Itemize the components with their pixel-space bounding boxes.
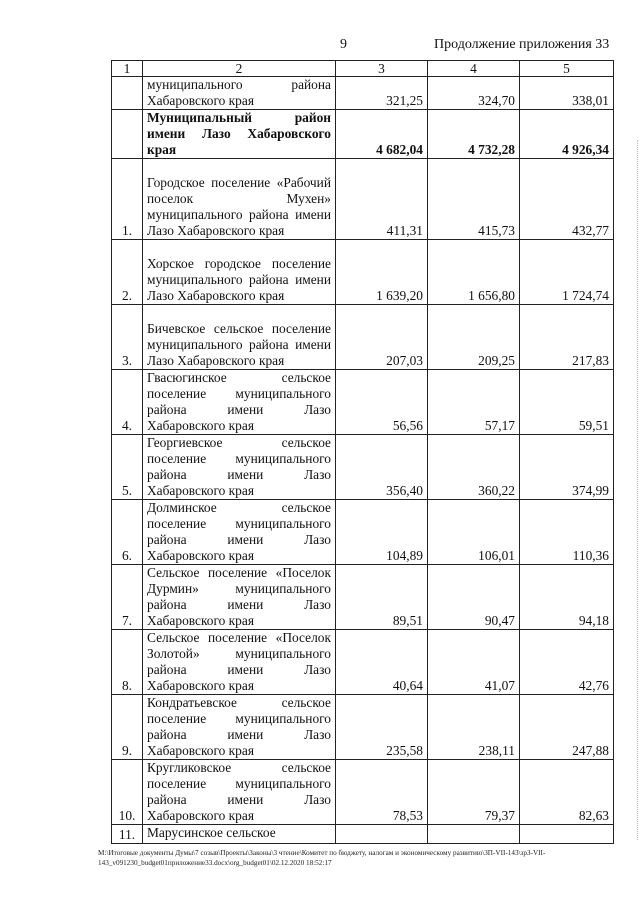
page-number: 9 — [340, 37, 347, 52]
value-col-4: 209,25 — [428, 305, 520, 370]
value-col-3: 321,25 — [336, 77, 428, 110]
table-row — [112, 825, 614, 844]
table-row — [112, 760, 614, 825]
row-number: 7. — [112, 565, 143, 630]
row-name: Долминское сельское поселение муниципального района имени Лазо Хабаровского края — [143, 500, 336, 565]
row-number: 6. — [112, 500, 143, 565]
row-name: Георгиевское сельское поселение муниципального района имени Лазо Хабаровского края — [143, 435, 336, 500]
document-path-footer: M:\Итоговые документы Думы\7 созыв\Проекты\Законы\3 чтение\Комитет по бюджету, налогам и экономическому развитию\3П-VII-143\зрЗ-VII-143_v091230_budget01приложение33.docx\org_budget01\02.12.2020 18:52:17 — [98, 849, 546, 867]
row-number — [112, 77, 143, 110]
row-number: 8. — [112, 630, 143, 695]
value-col-4: 1 656,80 — [428, 240, 520, 305]
value-col-5 — [520, 825, 614, 844]
value-col-4: 324,70 — [428, 77, 520, 110]
value-col-5: 82,63 — [520, 760, 614, 825]
row-number: 3. — [112, 305, 143, 370]
table-header-row — [112, 61, 614, 77]
table-row — [112, 435, 614, 500]
value-col-4: 57,17 — [428, 370, 520, 435]
value-col-3: 235,58 — [336, 695, 428, 760]
value-col-4: 106,01 — [428, 500, 520, 565]
table-row — [112, 695, 614, 760]
row-number: 2. — [112, 240, 143, 305]
value-col-3: 411,31 — [336, 159, 428, 240]
row-name: Бичевское сельское поселение муниципального района имени Лазо Хабаровского края — [143, 305, 336, 370]
table-row — [112, 110, 614, 159]
value-col-4: 415,73 — [428, 159, 520, 240]
table-row — [112, 370, 614, 435]
value-col-5: 374,99 — [520, 435, 614, 500]
row-number: 9. — [112, 695, 143, 760]
table-row — [112, 240, 614, 305]
column-header: 4 — [428, 61, 520, 77]
row-number: 1. — [112, 159, 143, 240]
column-header: 3 — [336, 61, 428, 77]
value-col-5: 42,76 — [520, 630, 614, 695]
row-name: Гвасюгинское сельское поселение муниципального района имени Лазо Хабаровского края — [143, 370, 336, 435]
value-col-3 — [336, 825, 428, 844]
value-col-3: 40,64 — [336, 630, 428, 695]
value-col-3: 207,03 — [336, 305, 428, 370]
value-col-3: 4 682,04 — [336, 110, 428, 159]
value-col-5: 432,77 — [520, 159, 614, 240]
row-name: Сельское поселение «Поселок Золотой» муниципального района имени Лазо Хабаровского края — [143, 630, 336, 695]
value-col-4: 360,22 — [428, 435, 520, 500]
appendix-caption: Продолжение приложения 33 — [434, 37, 610, 52]
value-col-5: 217,83 — [520, 305, 614, 370]
row-number — [112, 110, 143, 159]
row-name: Кондратьевское сельское поселение муниципального района имени Лазо Хабаровского края — [143, 695, 336, 760]
value-col-4: 238,11 — [428, 695, 520, 760]
table-row — [112, 500, 614, 565]
value-col-3: 78,53 — [336, 760, 428, 825]
row-name: Муниципальный район имени Лазо Хабаровского края — [143, 110, 336, 159]
row-name: Кругликовское сельское поселение муниципального района имени Лазо Хабаровского края — [143, 760, 336, 825]
row-name: Хорское городское поселение муниципального района имени Лазо Хабаровского края — [143, 240, 336, 305]
value-col-3: 56,56 — [336, 370, 428, 435]
value-col-5: 4 926,34 — [520, 110, 614, 159]
table-row — [112, 159, 614, 240]
value-col-5: 110,36 — [520, 500, 614, 565]
table-row — [112, 77, 614, 110]
row-number: 5. — [112, 435, 143, 500]
margin-mark — [635, 140, 638, 840]
value-col-3: 1 639,20 — [336, 240, 428, 305]
value-col-3: 104,89 — [336, 500, 428, 565]
value-col-5: 94,18 — [520, 565, 614, 630]
table-row — [112, 305, 614, 370]
value-col-5: 247,88 — [520, 695, 614, 760]
row-name: муниципального района Хабаровского края — [143, 77, 336, 110]
value-col-5: 338,01 — [520, 77, 614, 110]
column-header: 2 — [143, 61, 336, 77]
value-col-4: 90,47 — [428, 565, 520, 630]
value-col-5: 1 724,74 — [520, 240, 614, 305]
column-header: 5 — [520, 61, 614, 77]
row-number: 11. — [112, 825, 143, 844]
row-name: Сельское поселение «Поселок Дурмин» муниципального района имени Лазо Хабаровского края — [143, 565, 336, 630]
table-row — [112, 565, 614, 630]
value-col-4: 41,07 — [428, 630, 520, 695]
value-col-3: 356,40 — [336, 435, 428, 500]
column-header: 1 — [112, 61, 143, 77]
value-col-3: 89,51 — [336, 565, 428, 630]
value-col-4: 79,37 — [428, 760, 520, 825]
value-col-4 — [428, 825, 520, 844]
row-name: Марусинское сельское — [143, 825, 336, 844]
budget-table — [111, 60, 614, 844]
row-number: 4. — [112, 370, 143, 435]
value-col-5: 59,51 — [520, 370, 614, 435]
value-col-4: 4 732,28 — [428, 110, 520, 159]
row-name: Городское поселение «Рабочий поселок Мухен» муниципального района имени Лазо Хабаровского края — [143, 159, 336, 240]
row-number: 10. — [112, 760, 143, 825]
table-row — [112, 630, 614, 695]
